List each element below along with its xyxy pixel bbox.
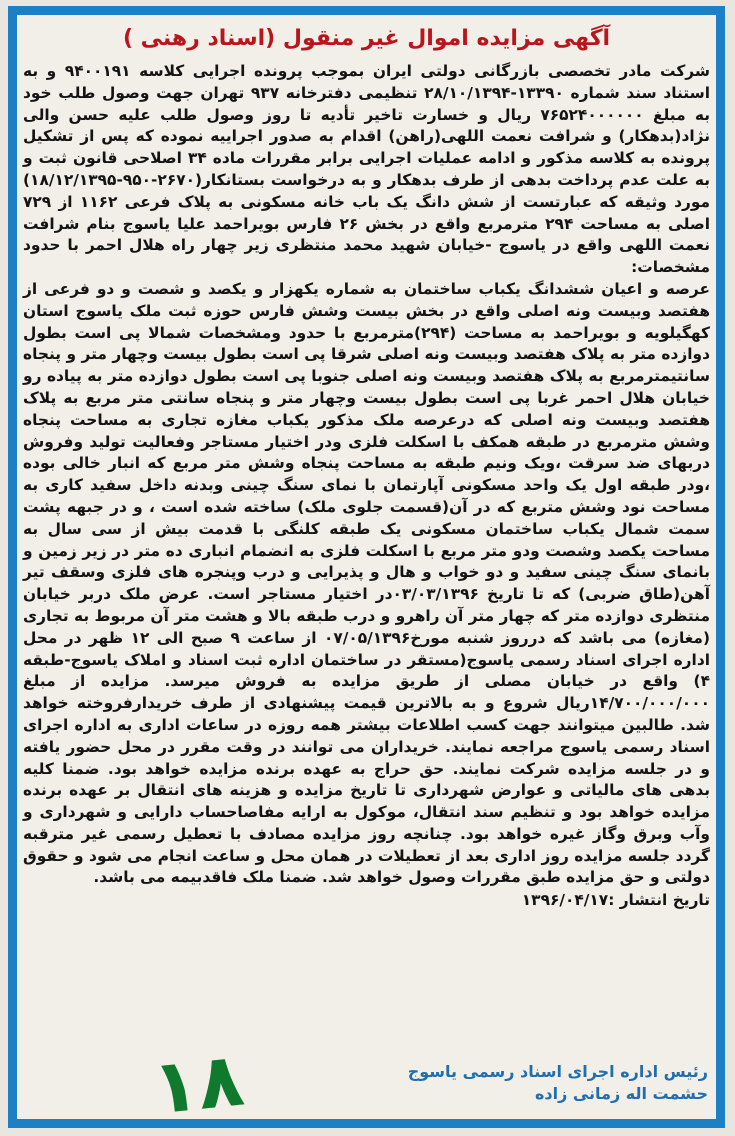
signature-title: رئیس اداره اجرای اسناد رسمی یاسوج [407, 1062, 708, 1081]
signature-name: حشمت اله زمانی زاده [534, 1084, 708, 1103]
notice-title: آگهی مزایده اموال غیر منقول (اسناد رهنی ) [122, 26, 611, 51]
notice-frame [8, 6, 725, 1132]
publish-date: تاریخ انتشار :۱۳۹۶/۰۴/۱۷ [521, 891, 710, 910]
body-paragraph-2: عرصه و اعیان ششدانگ یکباب ساختمان به شماره یکهزار و یکصد و شصت و دو فرعی از هفتصد وبیست ونه اصلی واقع در بخش بیست وشش فارس حوزه ثبت ملک یاسوج استان کهگیلویه و بویراحمد به مساحت (۲۹۴)مترمربع با حدود ومشخصات شمالا پی است بطول دوازده متر به پلاک هفتصد وبیست ونه اصلی شرقا پی است بطول بیست وچهار متر و پنجاه سانتیمترمربع به پلاک هفتصد وبیست ونه اصلی جنوبا پی است بطول دوازده متر به پیاده رو خیابان هلال احمر غربا پی است بطول بیست وچهار متر و پنجاه سانتی متر مربع به پلاک هفتصد وبیست ونه اصلی که درعرصه ملک مذکور یکباب مغازه تجاری به مساحت پنجاه وشش مترمربع در طبقه همکف با اسکلت فلزی ودر اختیار مستاجر وفعالیت تولید وفروش دربهای ضد سرقت ،ویک ونیم طبقه به مساحت پنجاه وشش متر مربع که انبار خالی بوده ،ودر طبقه اول یک واحد مسکونی آپارتمان با نمای سنگ چینی وبدنه داخل سفید کاری به مساحت نود وشش متربع که در آن(قسمت جلوی ملک) ساخته شده است ، و در جبهه پشت سمت شمال یکباب ساختمان مسکونی یک طبقه کلنگی با قدمت بیش از سی سال به مساحت یکصد وشصت ودو متر مربع با اسکلت فلزی به انضمام انباری ده متر در زیر زمین و بانمای سنگ چینی سفید و دو خواب و هال و پذیرایی و درب وپنجره های فلزی وسقف تیر آهن(طاق ضربی) که تا تاریخ ۰۳/۰۳/۱۳۹۶در اختیار مستاجر است. عرض ملک دربر خیابان منتظری دوازده متر که چهار متر آن راهرو و درب طبقه بالا و هشت متر آن مربوط به تجاری (مغازه) می باشد که درروز شنبه مورخ۰۷/۰۵/۱۳۹۶ از ساعت ۹ صبح الی ۱۲ ظهر در محل اداره اجرای اسناد رسمی یاسوج(مستقر در ساختمان اداره ثبت اسناد و املاک یاسوج-طبقه ۴) واقع در خیابان مصلی از طریق مزایده به فروش میرسد. مزایده از مبلغ ۱۴/۷۰۰/۰۰۰/۰۰۰ریال شروع و به بالاترین قیمت پیشنهادی از طرف خریدارفروخته خواهد شد. طالبین میتوانند جهت کسب اطلاعات بیشتر همه روزه در ساعات اداری به اداره اجرای اسناد رسمی یاسوج مراجعه نمایند. خریداران می توانند در وقت مقرر در محل حضور یافته و در جلسه مزایده شرکت نمایند. حق حراج به عهده برنده مزایده خواهد بود. ضمنا کلیه بدهی های مالیاتی و عوارض شهرداری تا تاریخ مزایده و هزینه های انتقال بر عهده برنده مزایده خواهد بود و تنظیم سند انتقال، موکول به ارایه مفاصاحساب دارایی و شهرداری و وآب وبرق وگاز غیره خواهد بود. چنانچه روز مزایده مصادف با تعطیل رسمی غیر مترقبه گردد جلسه مزایده روز اداری بعد از تعطیلات در همان محل و ساعت انجام می شود و حقوق دولتی و حق مزایده طبق مقررات وصول خواهد شد. ضمنا ملک فاقدبیمه می باشد. [23, 279, 710, 887]
page-number: ۱۸ [148, 1036, 248, 1132]
body-paragraph-1: شرکت مادر تخصصی بازرگانی دولتی ایران بموجب پرونده اجرایی کلاسه ۹۴۰۰۱۹۱ و به استناد سند شماره ۱۳۳۹۰-۲۸/۱۰/۱۳۹۴ تنظیمی دفترخانه ۹۳۷ تهران جهت وصول طلب خود به مبلغ ۷۶۵۲۴۰۰۰۰۰۰ ریال و خسارت تاخیر تأدیه تا روز وصول طلب علیه حسن والی نژاد(بدهکار) و شرافت نعمت اللهی(راهن) اقدام به صدور اجراییه نموده که پس از تشکیل پرونده به کلاسه مذکور و ادامه عملیات اجرایی برابر مقررات ماده ۳۴ اصلاحی قانون ثبت و به علت عدم پرداخت بدهی از طرف بدهکار و به درخواست بستانکار(۲۶۷۰-۹۵۰-۱۸/۱۲/۱۳۹۵) مورد وثیقه که عبارتست از شش دانگ یک باب خانه مسکونی به پلاک فرعی ۱۱۶۲ از ۷۲۹ اصلی به مساحت ۲۹۴ مترمربع واقع در بخش ۲۶ فارس بویراحمد علیا یاسوج بنام شرافت نعمت اللهی واقع در یاسوج -خیابان شهید محمد منتظری زیر چهار راه هلال احمر با حدود مشخصات: [23, 62, 711, 277]
notice-content [23, 19, 711, 1132]
signature-block [378, 1061, 708, 1105]
notice-body [23, 61, 710, 889]
